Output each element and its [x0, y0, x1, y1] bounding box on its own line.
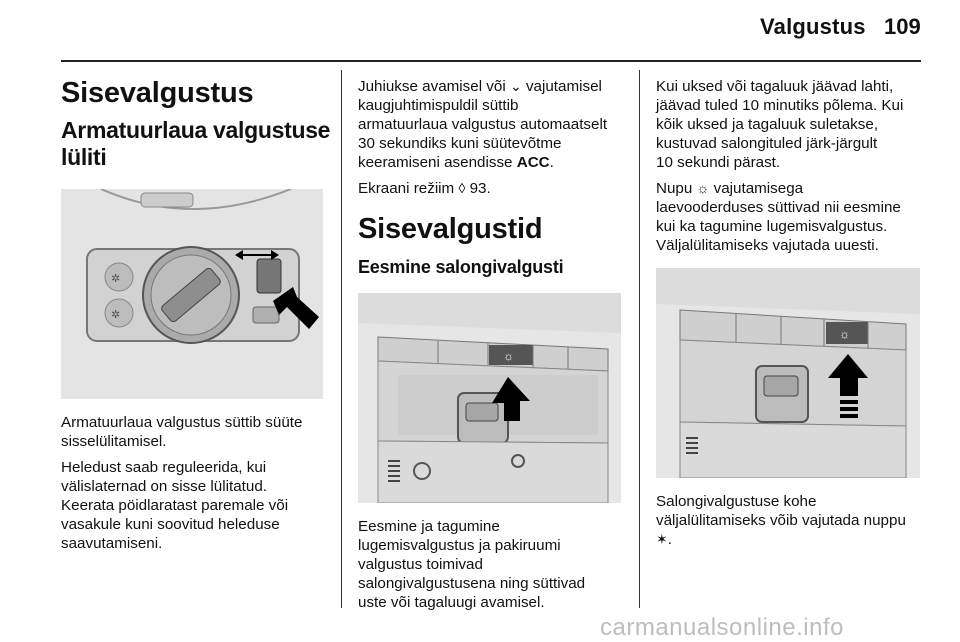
svg-text:✲: ✲	[111, 273, 121, 285]
watermark: carmanualsonline.info	[600, 614, 844, 641]
page-number: 109	[884, 14, 921, 39]
reading-light-illustration	[656, 268, 920, 478]
front-courtesy-light-illustration	[358, 293, 621, 503]
column-divider	[341, 70, 342, 608]
reading-light-icon: ☼	[696, 180, 710, 196]
svg-text:☼: ☼	[839, 327, 850, 341]
reading-light-button-figure	[656, 268, 920, 478]
paragraph: Nupu ☼ vajutamisega laevooderduses süttivad nii eesmine kui ka tagumine lugemisvalgustus. Väljalülitamiseks vajutada uuesti.	[656, 180, 901, 254]
svg-text:☼: ☼	[503, 349, 514, 363]
paragraph: Armatuurlaua valgustus süttib süüte sisselülitamisel.	[61, 414, 303, 450]
header-rule	[61, 60, 921, 62]
subsection-heading: Eesmine salongivalgusti	[358, 257, 564, 277]
column-divider	[639, 70, 640, 608]
section-heading: Sisevalgustus	[61, 77, 254, 109]
paragraph: Juhiukse avamisel või ⌄ vajutamisel kaugjuhtimispuldil süttib armatuurlaua valgustus automaatselt 30 sekundiks kuni süütevõtme keeramiseni asendisse ACC.	[358, 78, 608, 171]
light-switch-illustration	[61, 189, 323, 399]
column-2	[358, 77, 633, 619]
paragraph: Kui uksed või tagaluuk jäävad lahti, jäävad tuled 10 minutiks põlema. Kui kõik uksed ja tagaluuk suletakse, kustuvad salongituled järk-järgult 10 sekundi pärast.	[656, 78, 904, 171]
acc-position: ACC	[516, 154, 550, 171]
subsection-heading: Armatuurlaua valgustuse lüliti	[61, 117, 331, 170]
remote-lock-icon: ⌄	[509, 78, 522, 94]
dashboard-light-switch-figure	[61, 189, 323, 399]
paragraph: Heledust saab reguleerida, kui välislaternad on sisse lülitatud. Keerata pöidlaratast paremale või vasakule kuni soovitud heleduse saavutamiseni.	[61, 459, 289, 552]
paragraph: Salongivalgustuse kohe väljalülitamiseks võib vajutada nuppu ✶.	[656, 493, 906, 548]
paragraph: Eesmine ja tagumine lugemisvalgustus ja pakiruumi valgustus toimivad salongivalgustusena ning süttivad uste või tagaluugi avamisel.	[358, 518, 586, 611]
svg-text:✲: ✲	[111, 309, 121, 321]
column-3	[656, 77, 926, 556]
column-1	[61, 70, 331, 560]
paragraph: Ekraani režiim ◊ 93.	[358, 180, 491, 197]
reading-light-off-icon: ✶	[656, 531, 668, 547]
front-courtesy-light-figure	[358, 293, 621, 503]
section-heading: Sisevalgustid	[358, 213, 543, 245]
section-title: Valgustus	[760, 14, 866, 39]
reference-arrow-icon: ◊	[458, 180, 466, 196]
